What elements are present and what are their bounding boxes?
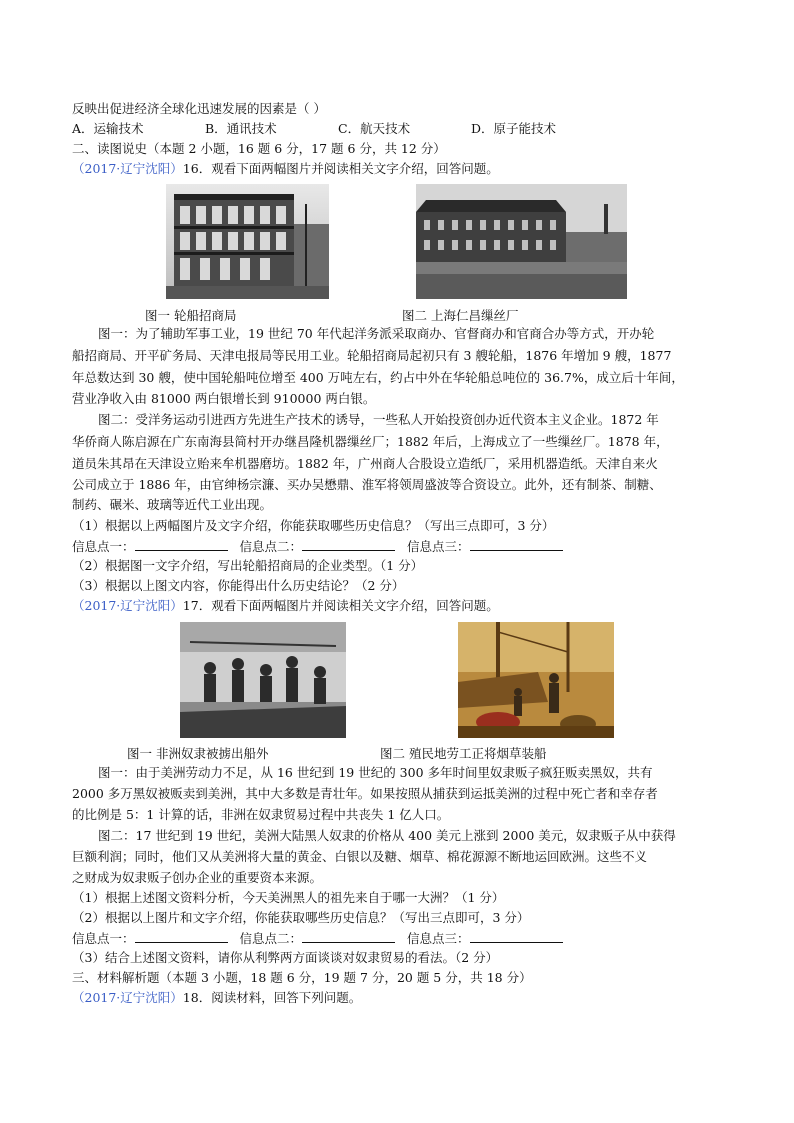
q17-source: （2017·辽宁沈阳） [72, 598, 183, 613]
q17-sub1: （1）根据上述图文资料分析，今天美洲黑人的祖先来自于哪一大洲？（1 分） [72, 890, 505, 905]
q17-info3-label: 信息点三： [407, 931, 470, 946]
q18-source: （2017·辽宁沈阳） [72, 990, 183, 1005]
q16-para1-line3: 年总数达到 30 艘，使中国轮船吨位增至 400 万吨左右，约占中外在华轮船总吨位的 36.7%，成立后十年间， [72, 370, 684, 385]
q16-para1-line2: 船招商局、开平矿务局、天津电报局等民用工业。轮船招商局起初只有 3 艘轮船，1876 年增加 9 艘，1877 [72, 348, 672, 363]
option-c: C．航天技术 [338, 121, 411, 136]
q16-para1-line1: 图一：为了辅助军事工业，19 世纪 70 年代起洋务派采取商办、官督商办和官商合办等方式，开办轮 [98, 326, 655, 341]
q16-figure-2-caption: 图二 上海仁昌缫丝厂 [402, 308, 519, 323]
q17-info2-blank[interactable] [302, 930, 395, 943]
q16-para1-line4: 营业净收入由 81000 两白银增长到 910000 两白银。 [72, 391, 376, 406]
q17-para2-line1: 图二：17 世纪到 19 世纪，美洲大陆黑人奴隶的价格从 400 美元上涨到 2000 美元，奴隶贩子从中获得 [98, 828, 676, 843]
q15-stem: 反映出促进经济全球化迅速发展的因素是（ ） [72, 101, 326, 116]
q17-info-row [72, 930, 563, 947]
q18-stem: 18．阅读材料，回答下列问题。 [182, 990, 362, 1005]
q16-figure-1-photo [166, 184, 329, 299]
q16-stem: 16．观看下面两幅图片并阅读相关文字介绍，回答问题。 [182, 161, 499, 176]
q17-info3-blank[interactable] [470, 930, 563, 943]
q17-figure-2-painting [458, 622, 614, 738]
q17-sub2: （2）根据以上图片和文字介绍，你能获取哪些历史信息？（写出三点即可，3 分） [72, 910, 530, 925]
q17-figure-1-caption: 图一 非洲奴隶被掳出船外 [127, 746, 269, 761]
q17-para2-line2: 巨额利润；同时，他们又从美洲将大量的黄金、白银以及糖、烟草、棉花源源不断地运回欧洲。这些不义 [72, 849, 648, 864]
q16-para2-line2: 华侨商人陈启源在广东南海县简村开办继昌隆机器缫丝厂；1882 年后，上海成立了一些缫丝厂。1878 年， [72, 434, 669, 449]
section3-heading: 三、材料解析题（本题 3 小题，18 题 6 分，19 题 7 分，20 题 5 分，共 18 分） [72, 970, 532, 985]
q15-options [72, 121, 556, 137]
q17-figure-1-photo [180, 622, 346, 738]
q16-info1-label: 信息点一： [72, 539, 135, 554]
q16-info2-label: 信息点二： [239, 539, 303, 554]
q17-info2-label: 信息点二： [239, 931, 303, 946]
q18-header [72, 990, 361, 1006]
q16-sub3: （3）根据以上图文内容，你能得出什么历史结论？（2 分） [72, 578, 405, 593]
q16-info-row [72, 538, 563, 555]
q17-para1-line3: 的比例是 5：1 计算的话，非洲在奴隶贸易过程中共丧失 1 亿人口。 [72, 807, 450, 822]
q17-sub3: （3）结合上述图文资料，请你从利弊两方面谈谈对奴隶贸易的看法。（2 分） [72, 950, 499, 965]
q16-para2-line3: 道员朱其昂在天津设立贻来牟机器磨坊。1882 年，广州商人合股设立造纸厂，采用机器造纸。天津自来火 [72, 456, 658, 471]
q16-source: （2017·辽宁沈阳） [72, 161, 183, 176]
q16-header [72, 161, 499, 177]
q16-info3-blank[interactable] [470, 538, 563, 551]
q17-figure-2-caption: 图二 殖民地劳工正将烟草装船 [380, 746, 547, 761]
q16-sub2: （2）根据图一文字介绍，写出轮船招商局的企业类型。（1 分） [72, 558, 424, 573]
q17-para1-line2: 2000 多万黑奴被贩卖到美洲，其中大多数是青壮年。如果按照从捕获到运抵美洲的过程中死亡者和幸存者 [72, 786, 658, 801]
q17-info1-blank[interactable] [135, 930, 228, 943]
q17-stem: 17．观看下面两幅图片并阅读相关文字介绍，回答问题。 [182, 598, 499, 613]
q16-figure-2-photo [416, 184, 627, 299]
q16-figure-1-caption: 图一 轮船招商局 [145, 308, 237, 323]
q16-sub1: （1）根据以上两幅图片及文字介绍，你能获取哪些历史信息？（写出三点即可，3 分） [72, 518, 555, 533]
section2-heading: 二、读图说史（本题 2 小题，16 题 6 分，17 题 6 分，共 12 分） [72, 141, 446, 156]
q16-para2-line1: 图二：受洋务运动引进西方先进生产技术的诱导，一些私人开始投资创办近代资本主义企业。1872 年 [98, 412, 659, 427]
q16-info2-blank[interactable] [302, 538, 395, 551]
q16-para2-line4: 公司成立于 1886 年，由官绅杨宗濂、买办吴懋鼎、淮军将领周盛波等合资设立。此外，还有制茶、制糖、 [72, 477, 662, 492]
option-d: D．原子能技术 [471, 121, 557, 136]
q17-header [72, 598, 499, 614]
q16-info3-label: 信息点三： [407, 539, 470, 554]
option-a: A．运输技术 [72, 121, 144, 136]
q17-para2-line3: 之财成为奴隶贩子创办企业的重要资本来源。 [72, 870, 323, 885]
option-b: B．通讯技术 [205, 121, 277, 136]
q16-para2-line5: 制药、碾米、玻璃等近代工业出现。 [72, 497, 273, 512]
q17-para1-line1: 图一：由于美洲劳动力不足，从 16 世纪到 19 世纪的 300 多年时间里奴隶贩子疯狂贩卖黑奴，共有 [98, 765, 653, 780]
q17-info1-label: 信息点一： [72, 931, 135, 946]
q16-info1-blank[interactable] [135, 538, 228, 551]
